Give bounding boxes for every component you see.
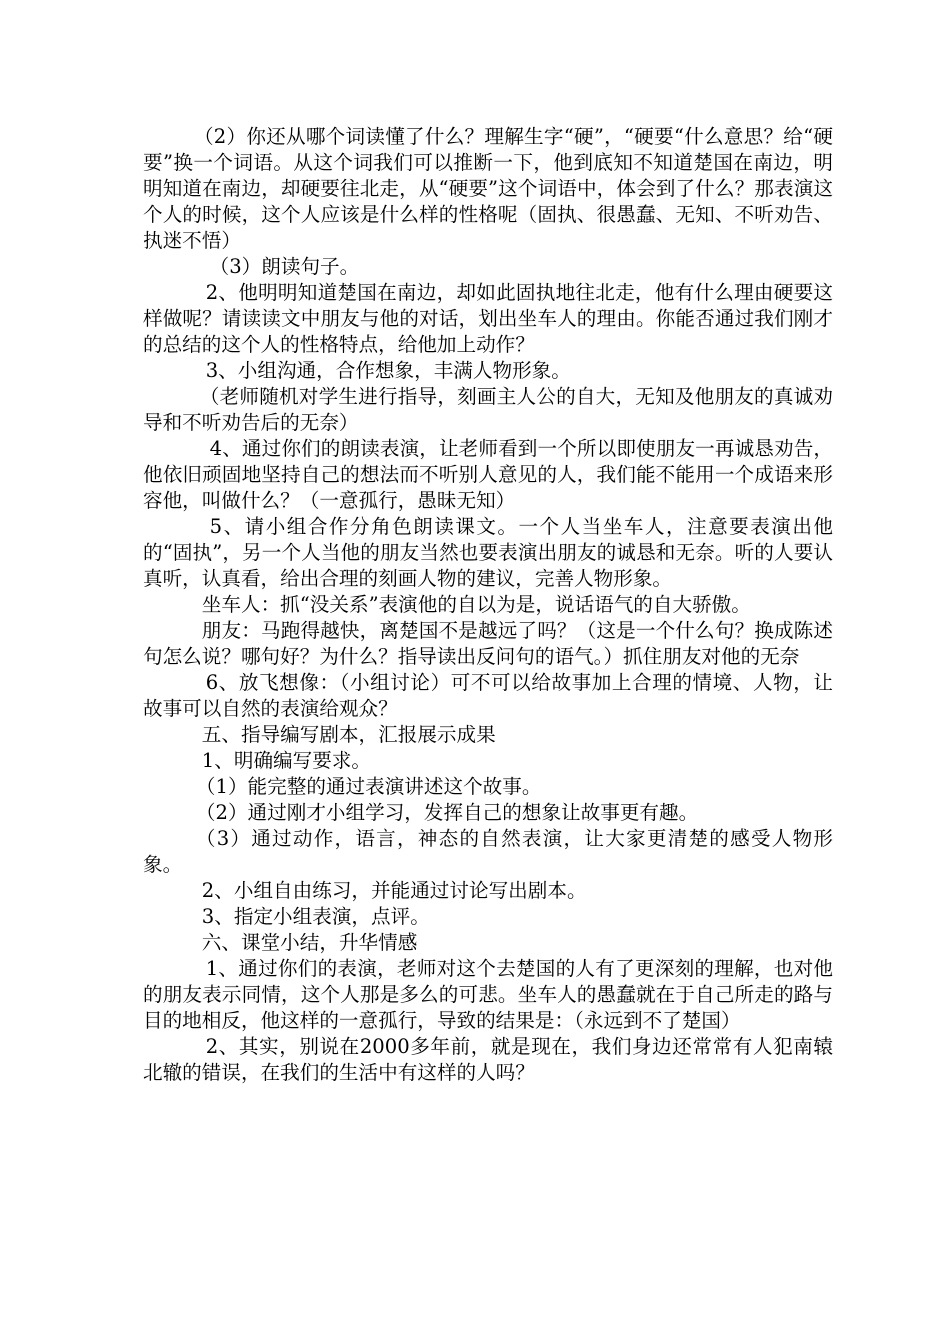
paragraph-step-6: 6、放飞想像：（小组讨论）可不可以给故事加上合理的情境、人物，让故事可以自然的表演给观众？ [143,671,833,720]
paragraph-question-3: （3）朗读句子。 [209,255,360,278]
paragraph-passenger: 坐车人：抓“没关系”表演他的自以为是，说话语气的自大骄傲。 [201,593,751,616]
paragraph-question-2: （2）你还从哪个词读懂了什么？理解生字“硬”，“硬要“什么意思？给“硬要”换一个词语。从这个词我们可以推断一下，他到底知不知道楚国在南边，明明知道在南边，却硬要往北走，从“硬要”这个词语中，体会到了什么？那表演这个人的时候，这个人应该是什么样的性格呢（固执、很愚蠢、无知、不听劝告、执迷不悟） [143,125,833,252]
paragraph-requirement-2: （2）通过刚才小组学习，发挥自己的想象让故事更有趣。 [195,801,699,824]
paragraph-teacher-note: （老师随机对学生进行指导，刻画主人公的自大，无知及他朋友的真诚劝导和不听劝告后的无奈） [143,385,833,434]
paragraph-friend: 朋友：马跑得越快，离楚国不是越远了吗？（这是一个什么句？换成陈述句怎么说？哪句好？为什么？指导读出反问句的语气。）抓住朋友对他的无奈 [143,619,833,668]
paragraph-step-2: 2、他明明知道楚国在南边，却如此固执地往北走，他有什么理由硬要这样做呢？请读读文中朋友与他的对话，划出坐车人的理由。你能否通过我们刚才的总结的这个人的性格特点，给他加上动作？ [143,281,833,356]
paragraph-summary-1: 1、通过你们的表演，老师对这个去楚国的人有了更深刻的理解，也对他的朋友表示同情，这个人那是多么的可悲。坐车人的愚蠢就在于自己所走的路与目的地相反，他这样的一意孤行，导致的结果是：（永远到不了楚国） [143,957,833,1032]
paragraph-practice: 2、小组自由练习，并能通过讨论写出剧本。 [201,879,587,902]
paragraph-step-4: 4、通过你们的朗读表演，让老师看到一个所以即使朋友一再诚恳劝告，他依旧顽固地坚持自己的想法而不听别人意见的人，我们能不能用一个成语来形容他，叫做什么？（一意孤行，愚昧无知） [143,437,833,512]
paragraph-requirements: 1、明确编写要求。 [201,749,372,772]
paragraph-step-3: 3、小组沟通，合作想象，丰满人物形象。 [205,359,571,382]
paragraph-requirement-1: （1）能完整的通过表演讲述这个故事。 [195,775,542,798]
section-heading-six: 六、课堂小结，升华情感 [201,931,418,954]
paragraph-performance: 3、指定小组表演，点评。 [201,905,430,928]
paragraph-summary-2: 2、其实，别说在2000多年前，就是现在，我们身边还常常有人犯南辕北辙的错误，在我们的生活中有这样的人吗？ [143,1035,833,1084]
paragraph-requirement-3: （3）通过动作，语言，神态的自然表演，让大家更清楚的感受人物形象。 [143,827,833,876]
document-page [143,124,833,1086]
section-heading-five: 五、指导编写剧本，汇报展示成果 [201,723,496,746]
paragraph-step-5: 5、请小组合作分角色朗读课文。一个人当坐车人，注意要表演出他的“固执”，另一个人当他的朋友当然也要表演出朋友的诚恳和无奈。听的人要认真听，认真看，给出合理的刻画人物的建议，完善人物形象。 [143,515,833,590]
